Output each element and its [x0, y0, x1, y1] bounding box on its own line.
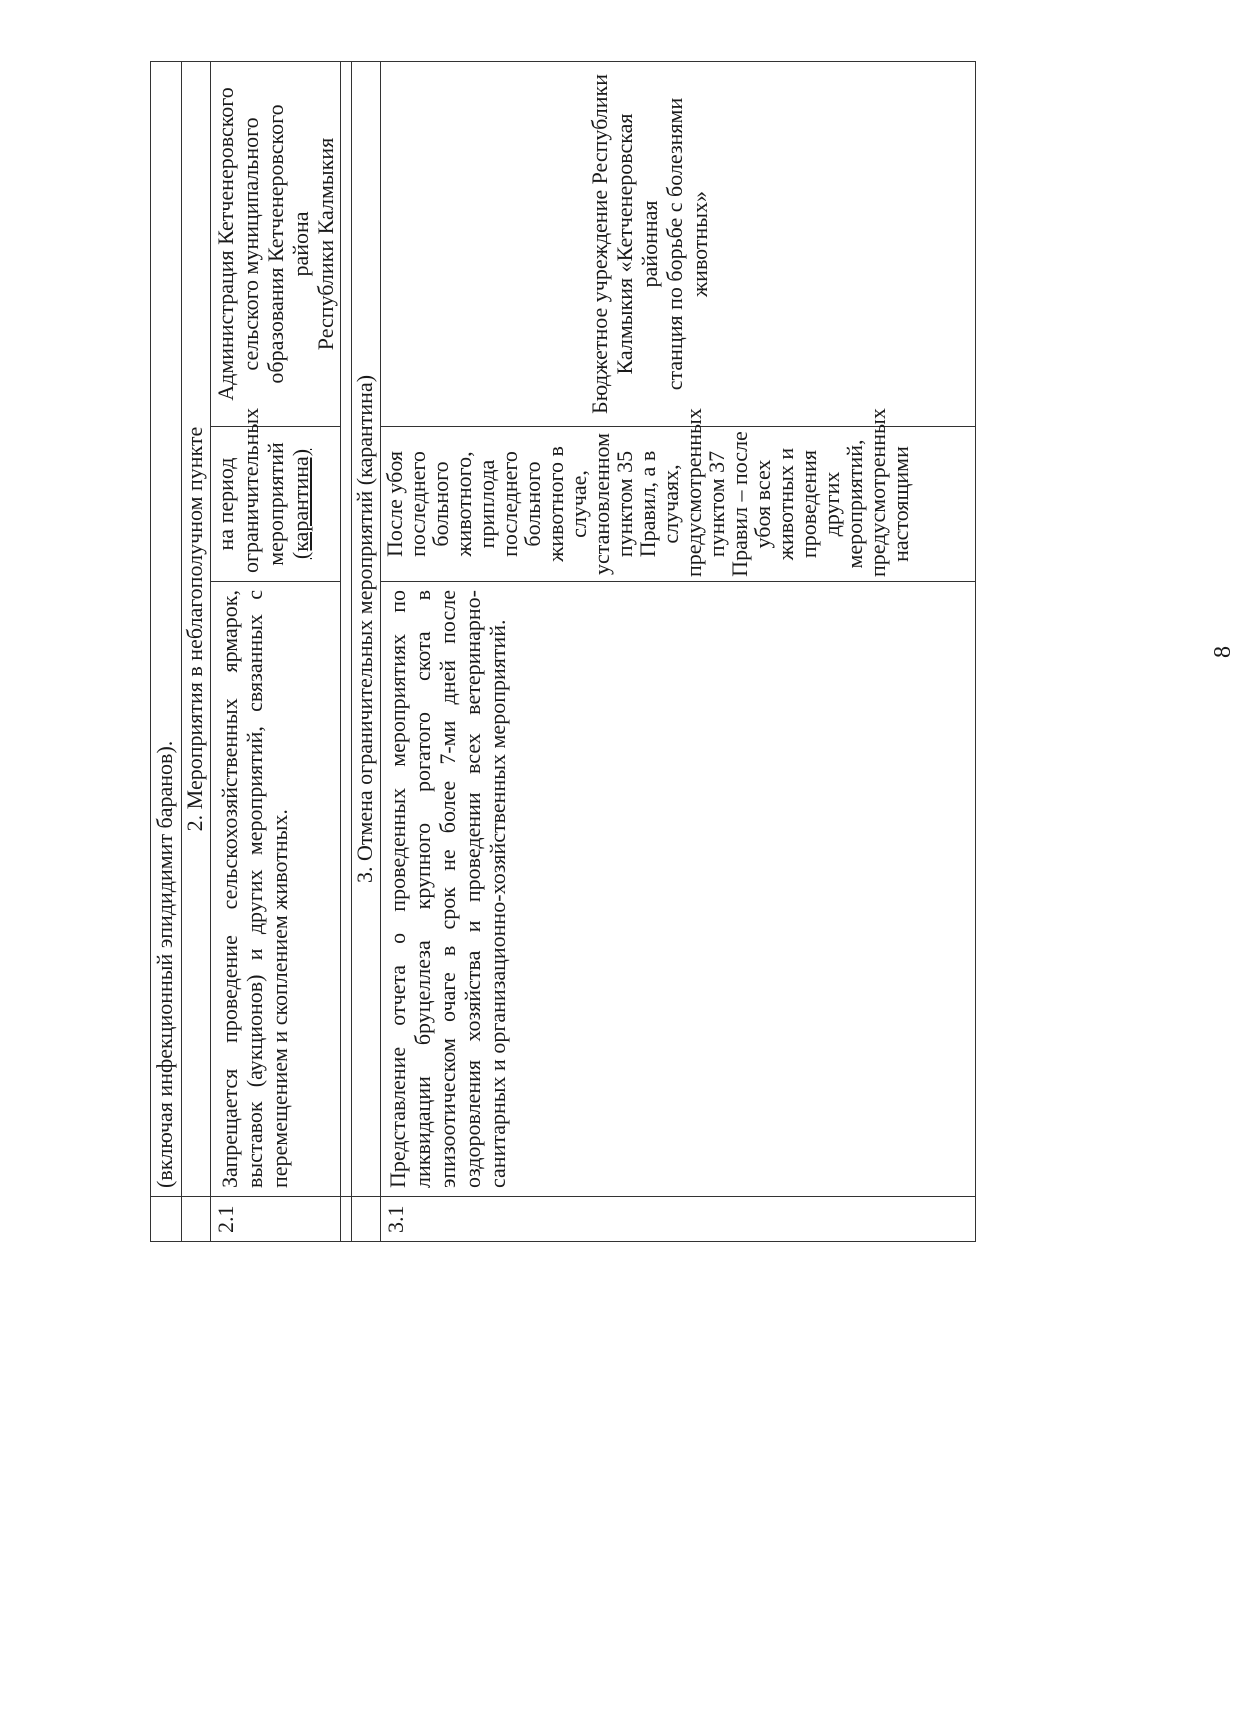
item-number: 2.1: [211, 1197, 341, 1242]
org-line: Калмыкия «Кетченеровская районная: [611, 113, 662, 375]
table-row-intro: [151, 61, 182, 1241]
table-row: [381, 61, 976, 1241]
num-cell-empty: [151, 1197, 182, 1242]
rotated-document-page: [150, 62, 1256, 1242]
term-line: ограничительных: [238, 407, 263, 573]
num-cell-empty: [352, 1197, 381, 1242]
section-header-row: [182, 61, 211, 1241]
term-line: случае,: [566, 470, 591, 538]
term-line: настоящими: [888, 446, 913, 562]
item-number: 3.1: [381, 1197, 976, 1242]
term-line: предусмотренных: [865, 408, 890, 577]
term-line: убоя всех: [750, 459, 775, 549]
item-term: [211, 407, 341, 582]
term-line: приплода: [474, 459, 499, 549]
term-line: больного: [428, 461, 453, 547]
term-line: установленном: [589, 432, 614, 576]
section-2-title: 2. Мероприятия в неблагополучном пункте: [182, 61, 211, 1196]
term-line: Правил – после: [727, 431, 752, 577]
term-line: пунктом 37: [704, 450, 729, 558]
org-line: сельского муниципального: [238, 117, 263, 371]
term-line: больного: [520, 461, 545, 547]
org-line: Администрация Кетченеровского: [213, 87, 238, 401]
item-responsible: [381, 61, 976, 426]
term-line: проведения: [796, 449, 821, 559]
item-term: [381, 408, 976, 582]
term-line: других: [819, 471, 844, 537]
section-header-row: [352, 61, 381, 1241]
page-number: 8: [1210, 646, 1236, 658]
term-line: на период: [213, 457, 238, 551]
num-cell-empty: [182, 1197, 211, 1242]
org-line: образования Кетченеровского района: [263, 104, 313, 384]
term-line: мероприятий,: [842, 439, 867, 569]
term-line: случаях,: [658, 464, 683, 544]
measures-table: [150, 61, 976, 1242]
term-line: последнего: [497, 451, 522, 557]
term-line: животного в: [543, 446, 568, 562]
term-line: Правил, а в: [635, 450, 660, 558]
item-description: Представление отчета о проведенных мероприятиях по ликвидации бруцеллеза крупного рогатого скота в эпизоотическом очаге в срок не более 7-ми дней после оздоровления хозяйства и проведении всех ветеринарно-санитарных и организационно-хозяйственных мероприятий.: [381, 582, 976, 1197]
term-line: мероприятий: [263, 442, 288, 566]
org-line: Республики Калмыкия: [313, 137, 338, 351]
org-line: станция по борьбе с болезнями: [661, 97, 687, 391]
spacer-row: [341, 61, 352, 1241]
term-line: животных и: [773, 447, 798, 561]
term-line: (карантина): [288, 448, 313, 560]
term-line: После убоя: [382, 450, 407, 558]
term-line: последнего: [405, 451, 430, 557]
item-responsible: [211, 61, 341, 426]
org-line: животных»: [686, 190, 712, 298]
org-line: Бюджетное учреждение Республики: [586, 74, 612, 414]
section-3-title: 3. Отмена ограничительных мероприятий (карантина): [352, 61, 381, 1196]
term-line: животного,: [451, 451, 476, 557]
item-description: Запрещается проведение сельскохозяйственных ярмарок, выставок (аукционов) и других мероприятий, связанных с перемещением и скоплением животных.: [211, 582, 341, 1197]
term-line: пунктом 35: [612, 450, 637, 558]
intro-text: (включая инфекционный эпидидимит баранов).: [151, 61, 182, 1196]
term-line: предусмотренных: [681, 408, 706, 577]
table-row: [211, 61, 341, 1241]
